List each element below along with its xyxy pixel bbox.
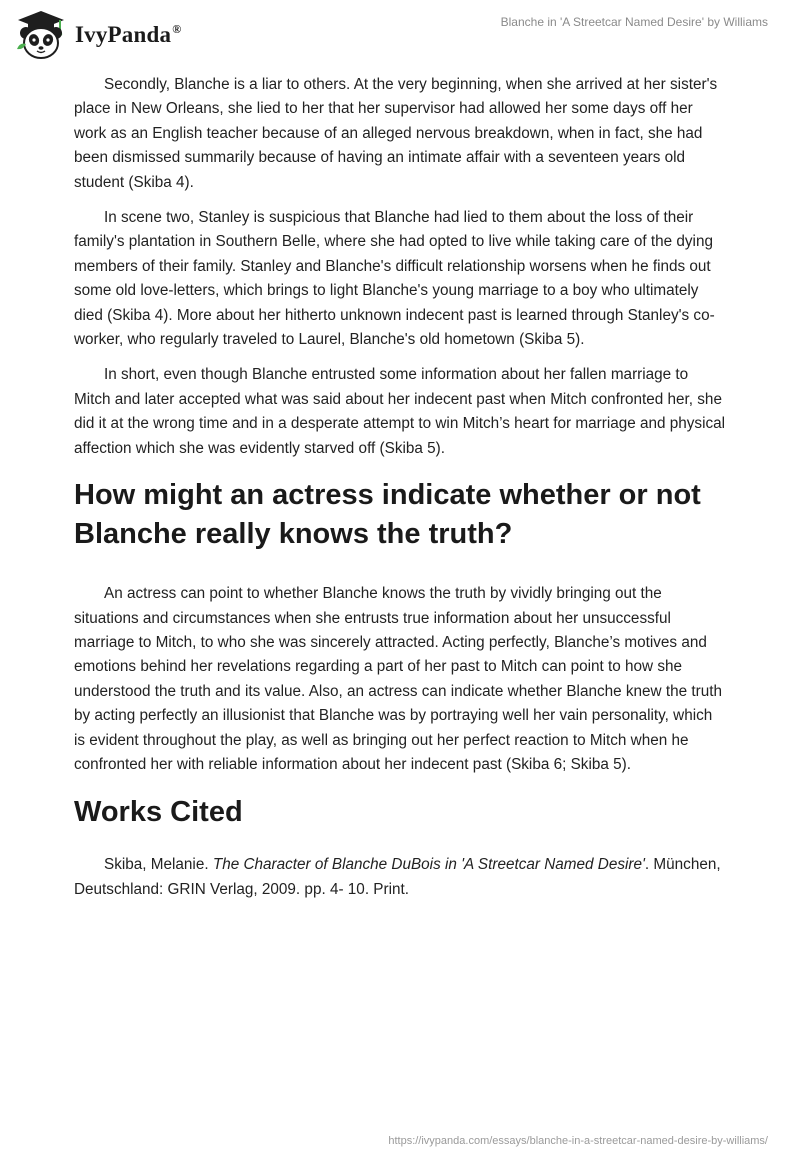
citation-entry: Skiba, Melanie. The Character of Blanche DuBois in 'A Streetcar Named Desire'. München, Deutschland: GRIN Verlag, 2009. pp. 4- 10. Print. xyxy=(74,856,721,898)
paragraph: Secondly, Blanche is a liar to others. At the very beginning, when she arrived at her sister's place in New Orleans, she lied to her that her supervisor had allowed her some days off her work as an English teacher because of an alleged nervous breakdown, when in fact, she had been dismissed summarily because of having an intimate affair with a seventeen years old student (Skiba 4). xyxy=(74,76,718,191)
source-url[interactable]: https://ivypanda.com/essays/blanche-in-a-streetcar-named-desire-by-williams/ xyxy=(388,1135,768,1147)
ivypanda-logo[interactable] xyxy=(14,9,181,61)
citation-title: The Character of Blanche DuBois in 'A Streetcar Named Desire' xyxy=(212,856,645,874)
document-title: Blanche in 'A Streetcar Named Desire' by Williams xyxy=(500,15,768,29)
section-heading: How might an actress indicate whether or not Blanche really knows the truth? xyxy=(74,479,701,551)
paragraph: An actress can point to whether Blanche knows the truth by vividly bringing out the situations and circumstances when she entrusts true information about her unsuccessful marriage to Mitch, to who she was sincerely attracted. Acting perfectly, Blanche’s motives and emotions behind her revelations regarding a part of her past to Mitch can point to how she understood the truth and its value. Also, an actress can indicate whether Blanche knew the truth by acting perfectly an illusionist that Blanche was by portraying well her vain personality, which is evident throughout the play, as well as bringing out her perfect reaction to Mitch when he confronted her with reliable information about her indecent past (Skiba 6; Skiba 5). xyxy=(74,585,722,773)
paragraph: In scene two, Stanley is suspicious that Blanche had lied to them about the loss of their family's plantation in Southern Belle, where she had opted to live while taking care of the dying members of their family. Stanley and Blanche's difficult relationship worsens when he finds out some old love-letters, which brings to light Blanche's young marriage to a boy who ultimately died (Skiba 4). More about her hitherto unknown indecent past is learned through Stanley's co-worker, who regularly traveled to Laurel, Blanche's old hometown (Skiba 5). xyxy=(74,209,715,349)
essay-body xyxy=(74,73,726,913)
paragraph: In short, even though Blanche entrusted some information about her fallen marriage to Mitch and later accepted what was said about her indecent past when Mitch confronted her, she did it at the wrong time and in a desperate attempt to win Mitch’s heart for marriage and physical affection which she was evidently starved off (Skiba 5). xyxy=(74,366,726,457)
logo-wordmark: IvyPanda® xyxy=(75,22,182,47)
page-header xyxy=(0,0,800,70)
works-cited-heading: Works Cited xyxy=(74,796,243,829)
panda-graduate-icon xyxy=(14,9,68,61)
